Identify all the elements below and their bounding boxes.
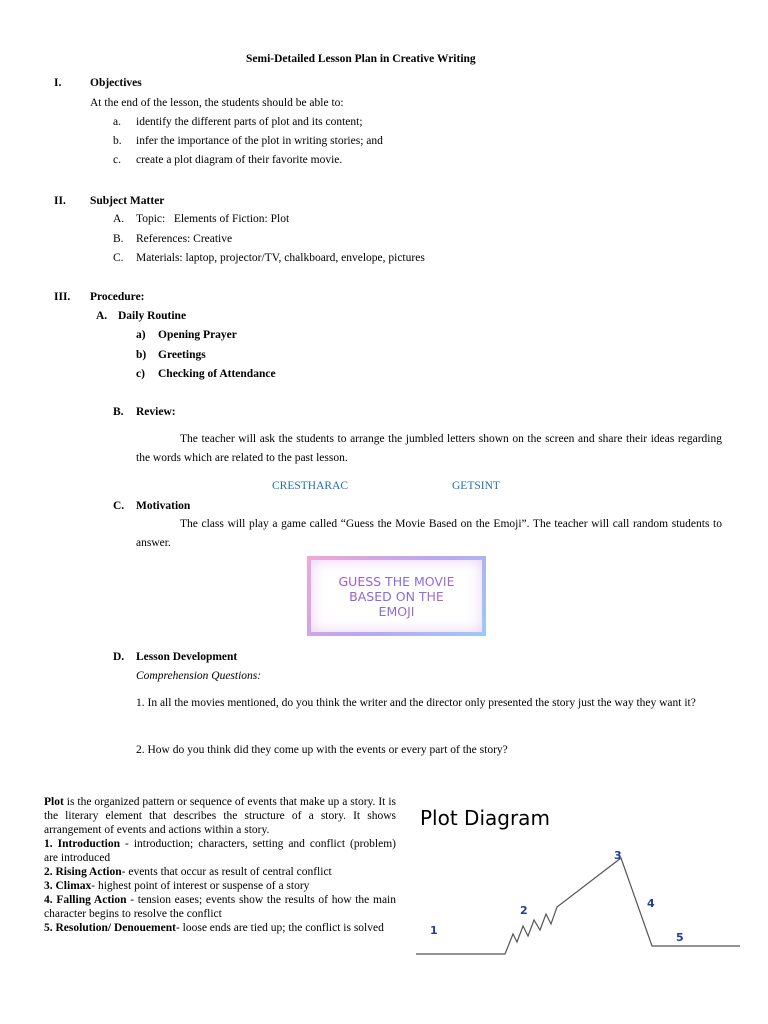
plot-diagram-label: 1: [430, 924, 438, 937]
lesson-development-letter: D.: [113, 651, 125, 663]
plot-part-label: 3. Climax: [44, 880, 92, 892]
plot-part-text: - events that occur as result of central conflict: [121, 866, 332, 878]
motivation-letter: C.: [113, 500, 125, 512]
plot-diagram-label: 4: [647, 897, 655, 910]
comprehension-question: 1. In all the movies mentioned, do you think the writer and the director only presented the story just the way they want it?: [136, 697, 696, 709]
objective-letter: b.: [113, 135, 122, 147]
section-heading-subject: Subject Matter: [90, 195, 165, 207]
routine-letter: c): [136, 368, 145, 380]
subject-item-materials: Materials: laptop, projector/TV, chalkboard, envelope, pictures: [136, 252, 425, 264]
plot-part-label: 2. Rising Action: [44, 866, 122, 878]
plot-diagram-label: 3: [614, 849, 622, 862]
section-heading-procedure: Procedure:: [90, 291, 145, 303]
routine-letter: b): [136, 349, 147, 361]
guess-the-movie-image: [307, 556, 486, 636]
subject-letter: B.: [113, 233, 124, 245]
plot-part-text: - tension eases; events show the results of how the main character begins to resolve the conflict: [44, 894, 396, 920]
section-heading-objectives: Objectives: [90, 77, 142, 89]
daily-routine-letter: A.: [96, 310, 108, 322]
subject-item-references: References: Creative: [136, 233, 233, 245]
review-letter: B.: [113, 406, 124, 418]
section-numeral-objectives: I.: [54, 77, 62, 89]
review-paragraph: The teacher will ask the students to arrange the jumbled letters shown on the screen and share their ideas regarding the words which are related to the past lesson.: [136, 433, 722, 464]
plot-diagram-title: Plot Diagram: [420, 806, 550, 830]
plot-part-label: 1. Introduction: [44, 838, 121, 850]
jumbled-word: CRESTHARAC: [272, 480, 349, 492]
review-heading: Review:: [136, 406, 176, 418]
plot-part-text: - introduction; characters, setting and conflict (problem) are introduced: [44, 838, 396, 864]
plot-term: Plot: [44, 796, 64, 808]
subject-item-topic: Topic: Elements of Fiction: Plot: [136, 213, 290, 225]
guess-the-movie-image-text: GUESS THE MOVIE BASED ON THE EMOJI: [338, 573, 455, 619]
routine-item: Opening Prayer: [158, 329, 237, 341]
plot-definition-text: is the organized pattern or sequence of events that make up a story. It is the literary element that describes the structure of a story. It shows arrangement of events and actions within a story.: [44, 796, 396, 836]
jumbled-word: GETSINT: [452, 480, 500, 492]
plot-part-text: - highest point of interest or suspense of a story: [91, 880, 310, 892]
objective-item: create a plot diagram of their favorite movie.: [136, 154, 343, 166]
objective-letter: c.: [113, 154, 121, 166]
plot-definition-paragraph: [44, 795, 396, 837]
routine-letter: a): [136, 329, 146, 341]
plot-part-label: 5. Resolution/ Denouement: [44, 922, 176, 934]
objective-letter: a.: [113, 116, 121, 128]
lesson-development-heading: Lesson Development: [136, 651, 238, 663]
objective-item: identify the different parts of plot and its content;: [136, 116, 363, 128]
plot-part: [44, 879, 396, 893]
plot-diagram-label: 2: [520, 904, 528, 917]
motivation-heading: Motivation: [136, 500, 191, 512]
daily-routine-heading: Daily Routine: [118, 310, 187, 322]
plot-diagram-label: 5: [676, 931, 684, 944]
plot-part: [44, 893, 396, 921]
routine-item: Checking of Attendance: [158, 368, 276, 380]
section-numeral-procedure: III.: [54, 291, 71, 303]
page-title: Semi-Detailed Lesson Plan in Creative Writing: [246, 53, 476, 65]
plot-definition: [44, 795, 396, 935]
subject-letter: C.: [113, 252, 124, 264]
subject-letter: A.: [113, 213, 125, 225]
plot-part: [44, 865, 396, 879]
motivation-paragraph: The class will play a game called “Guess the Movie Based on the Emoji”. The teacher will call random students to answer.: [136, 518, 722, 549]
plot-part-text: - loose ends are tied up; the conflict is solved: [175, 922, 384, 934]
plot-part: [44, 921, 396, 935]
section-numeral-subject: II.: [54, 195, 66, 207]
plot-part-label: 4. Falling Action: [44, 894, 127, 906]
objective-item: infer the importance of the plot in writing stories; and: [136, 135, 383, 147]
comprehension-questions-heading: Comprehension Questions:: [136, 670, 262, 682]
plot-part: [44, 837, 396, 865]
comprehension-question: 2. How do you think did they come up with the events or every part of the story?: [136, 744, 508, 756]
objectives-intro: At the end of the lesson, the students should be able to:: [90, 97, 344, 109]
routine-item: Greetings: [158, 349, 206, 361]
plot-diagram-line: [410, 850, 750, 960]
